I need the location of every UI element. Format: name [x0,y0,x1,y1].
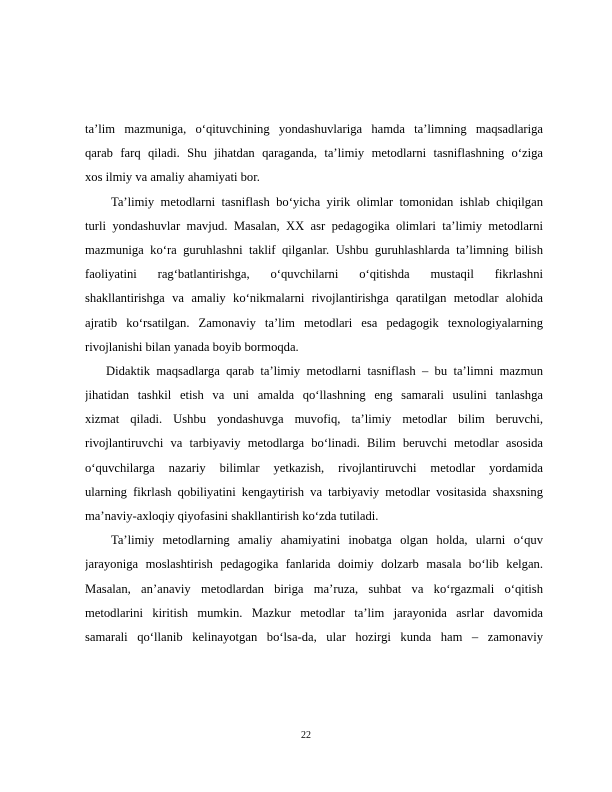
text-line: ajratib ko‘rsatilgan. Zamonaviy ta’lim metodlari esa pedagogik texnologiyalarning [85,315,543,330]
text-line: rivojlanishi bilan yanada boyib bormoqda. [85,339,299,354]
text-line: xos ilmiy va amaliy ahamiyati bor. [85,170,260,185]
text-line: Didaktik maqsadlarga qarab ta’limiy metodlarni tasniflash – bu ta’limni mazmun [106,363,543,378]
text-line: ma’naviy-axloqiy qiyofasini shakllantirish ko‘zda tutiladi. [85,509,379,523]
text-line: mazmuniga ko‘ra guruhlashni taklif qilganlar. Ushbu guruhlashlarda ta’limning bilish [85,242,543,257]
text-line: metodlarini kiritish mumkin. Mazkur metodlar ta’lim jarayonida asrlar davomida [85,605,543,620]
text-line: Ta’limiy metodlarni tasniflash bo‘yicha yirik olimlar tomonidan ishlab chiqilgan [111,194,543,209]
text-line: rivojlantiruvchi va tarbiyaviy metodlarga bo‘linadi. Bilim beruvchi metodlar asosida [85,436,543,451]
text-line: Masalan, an’anaviy metodlardan biriga ma’ruza, suhbat va ko‘rgazmali o‘qitish [85,581,543,596]
document-body [85,117,543,649]
text-line: turli yondashuvlar mavjud. Masalan, XX asr pedagogika olimlari ta’limiy metodlarni [85,218,543,233]
page-number: 22 [301,730,311,741]
text-line: Ta’limiy metodlarning amaliy ahamiyatini inobatga olgan holda, ularni o‘quv [111,533,543,548]
text-line: ta’lim mazmuniga, o‘qituvchining yondashuvlariga hamda ta’limning maqsadlariga [85,122,543,136]
text-line: xizmat qiladi. Ushbu yondashuvga muvofiq, ta’limiy metodlar bilim beruvchi, [85,412,543,427]
text-line: ularning fikrlash qobiliyatini kengaytirish va tarbiyaviy metodlar vositasida shaxsning [85,484,543,499]
text-line: o‘quvchilarga nazariy bilimlar yetkazish, rivojlantiruvchi metodlar yordamida [85,460,543,475]
text-line: jarayoniga moslashtirish pedagogika fanlarida doimiy dolzarb masala bo‘lib kelgan. [85,557,543,572]
text-line: jihatidan tashkil etish va uni amalda qo‘llashning eng samarali usulini tanlashga [85,388,543,403]
text-line: faoliyatini rag‘batlantirishga, o‘quvchilarni o‘qitishda mustaqil fikrlashni [85,267,543,282]
text-line: shakllantirishga va amaliy ko‘nikmalarni rivojlantirishga qaratilgan metodlar alohida [85,291,543,306]
text-line: qarab farq qiladi. Shu jihatdan qaraganda, ta’limiy metodlarni tasniflashning o‘ziga [85,146,543,161]
text-line: samarali qo‘llanib kelinayotgan bo‘lsa-da, ular hozirgi kunda ham – zamonaviy [85,629,543,644]
